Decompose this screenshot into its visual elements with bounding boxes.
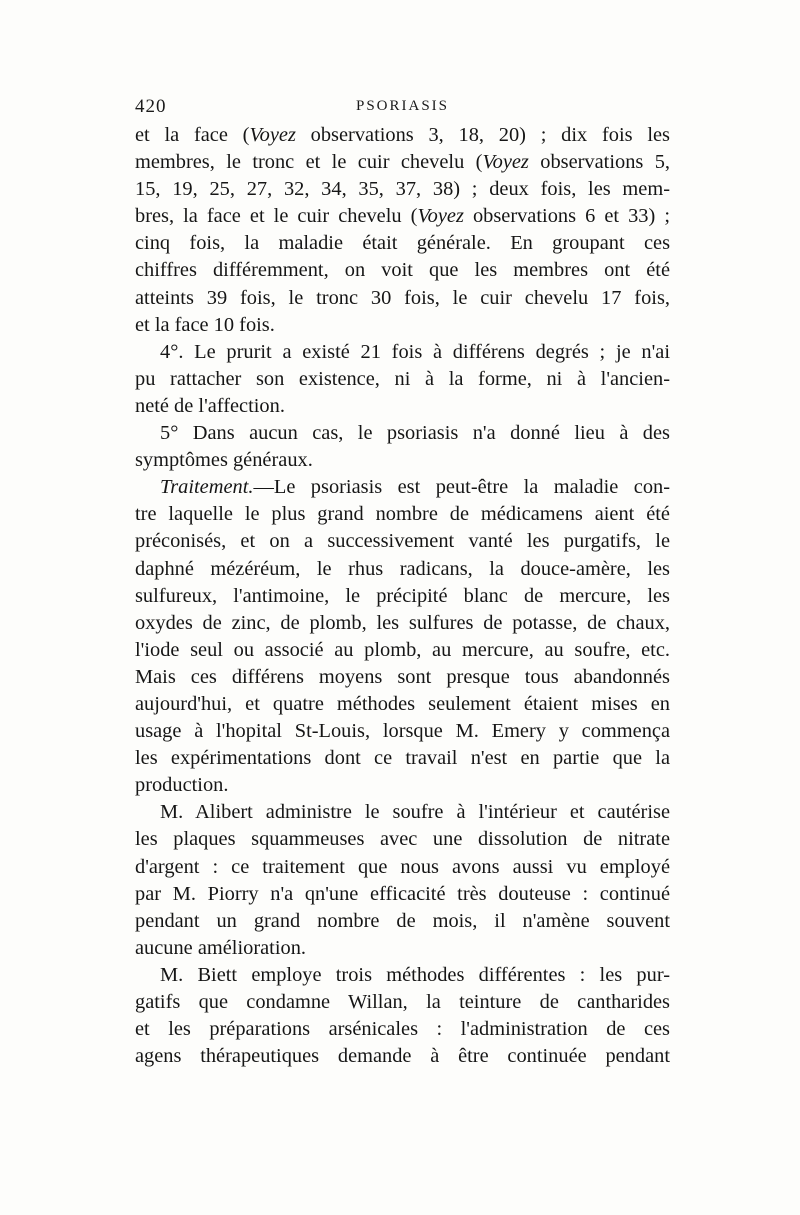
line-text: et les préparations arsénicales : l'administration de ces <box>135 1018 670 1041</box>
line-text: l'iode seul ou associé au plomb, au mercure, au soufre, etc. <box>135 638 670 661</box>
line-text: daphné mézéréum, le rhus radicans, la douce-amère, les <box>135 557 670 580</box>
line-text: tre laquelle le plus grand nombre de médicamens aient été <box>135 503 670 526</box>
text-line <box>135 312 670 339</box>
text-line <box>135 772 670 799</box>
line-text: les plaques squammeuses avec une dissolution de nitrate <box>135 828 670 851</box>
text-line <box>135 393 670 420</box>
line-text: oxydes de zinc, de plomb, les sulfures de potasse, de chaux, <box>135 611 670 634</box>
line-text: bres, la face et le cuir chevelu ( <box>135 205 418 228</box>
text-line <box>135 799 670 826</box>
text-line <box>135 610 670 637</box>
text-line <box>135 257 670 284</box>
line-text: M. Alibert administre le soufre à l'intérieur et cautérise <box>160 801 670 824</box>
text-line <box>135 149 670 176</box>
italic-text: Voyez <box>482 151 529 174</box>
line-text: aucune amélioration. <box>135 936 306 959</box>
text-line <box>135 962 670 989</box>
line-text: symptômes généraux. <box>135 449 313 472</box>
text-line <box>135 176 670 203</box>
line-text: d'argent : ce traitement que nous avons aussi vu employé <box>135 855 670 878</box>
text-line <box>135 745 670 772</box>
text-line <box>135 989 670 1016</box>
line-text: observations 6 et 33) ; <box>463 205 670 228</box>
text-line <box>135 881 670 908</box>
line-text: atteints 39 fois, le tronc 30 fois, le cuir chevelu 17 fois, <box>135 286 670 309</box>
text-line <box>135 1016 670 1043</box>
line-text: 4°. Le prurit a existé 21 fois à différens degrés ; je n'ai <box>160 340 670 363</box>
line-text: préconisés, et on a successivement vanté les purgatifs, le <box>135 530 670 553</box>
line-text: observations 5, <box>528 151 670 174</box>
line-text: M. Biett employe trois méthodes différentes : les pur- <box>160 963 670 986</box>
line-text: les expérimentations dont ce travail n'est en partie que la <box>135 747 670 770</box>
text-line <box>135 583 670 610</box>
line-text: sulfureux, l'antimoine, le précipité blanc de mercure, les <box>135 584 670 607</box>
line-text: production. <box>135 774 229 797</box>
text-line <box>135 285 670 312</box>
line-text: et la face 10 fois. <box>135 313 275 336</box>
line-text: pu rattacher son existence, ni à la forme, ni à l'ancien- <box>135 367 670 390</box>
text-line <box>135 474 670 501</box>
line-text: membres, le tronc et le cuir chevelu ( <box>135 151 483 174</box>
body-text <box>135 122 670 1070</box>
text-line <box>135 908 670 935</box>
text-line <box>135 718 670 745</box>
text-line <box>135 556 670 583</box>
text-line <box>135 935 670 962</box>
page-number: 420 <box>135 96 167 117</box>
text-line <box>135 528 670 555</box>
line-text: neté de l'affection. <box>135 394 285 417</box>
line-text: et la face ( <box>135 124 250 146</box>
line-text: Mais ces différens moyens sont presque tous abandonnés <box>135 665 670 688</box>
text-line <box>135 420 670 447</box>
line-text: 5° Dans aucun cas, le psoriasis n'a donné lieu à des <box>160 422 670 445</box>
line-text: usage à l'hopital St-Louis, lorsque M. Emery y commença <box>135 720 670 743</box>
line-text: cinq fois, la maladie était générale. En groupant ces <box>135 232 670 255</box>
line-text: aujourd'hui, et quatre méthodes seulement étaient mises en <box>135 692 670 715</box>
line-text: observations 3, 18, 20) ; dix fois les <box>295 124 670 146</box>
text-line <box>135 691 670 718</box>
running-head: PSORIASIS <box>355 98 450 114</box>
text-line <box>135 122 670 149</box>
text-line <box>135 854 670 881</box>
text-line <box>135 230 670 257</box>
line-text: pendant un grand nombre de mois, il n'amène souvent <box>135 909 670 932</box>
page-header <box>135 96 670 124</box>
text-line <box>135 203 670 230</box>
italic-text: Voyez <box>249 124 296 146</box>
text-line <box>135 339 670 366</box>
text-line <box>135 1043 670 1070</box>
line-text: 15, 19, 25, 27, 32, 34, 35, 37, 38) ; deux fois, les mem- <box>135 178 670 201</box>
text-line <box>135 826 670 853</box>
text-line <box>135 447 670 474</box>
text-line <box>135 366 670 393</box>
text-line <box>135 501 670 528</box>
line-text: par M. Piorry n'a qn'une efficacité très douteuse : continué <box>135 882 670 905</box>
italic-text: Voyez <box>417 205 464 228</box>
line-text: gatifs que condamne Willan, la teinture de cantharides <box>135 991 670 1013</box>
text-line <box>135 637 670 664</box>
italic-text: Traitement. <box>160 476 254 499</box>
line-text: —Le psoriasis est peut-être la maladie con- <box>253 476 670 499</box>
line-text: chiffres différemment, on voit que les membres ont été <box>135 259 670 282</box>
line-text: agens thérapeutiques demande à être continuée pendant <box>135 1045 670 1068</box>
text-line <box>135 664 670 691</box>
